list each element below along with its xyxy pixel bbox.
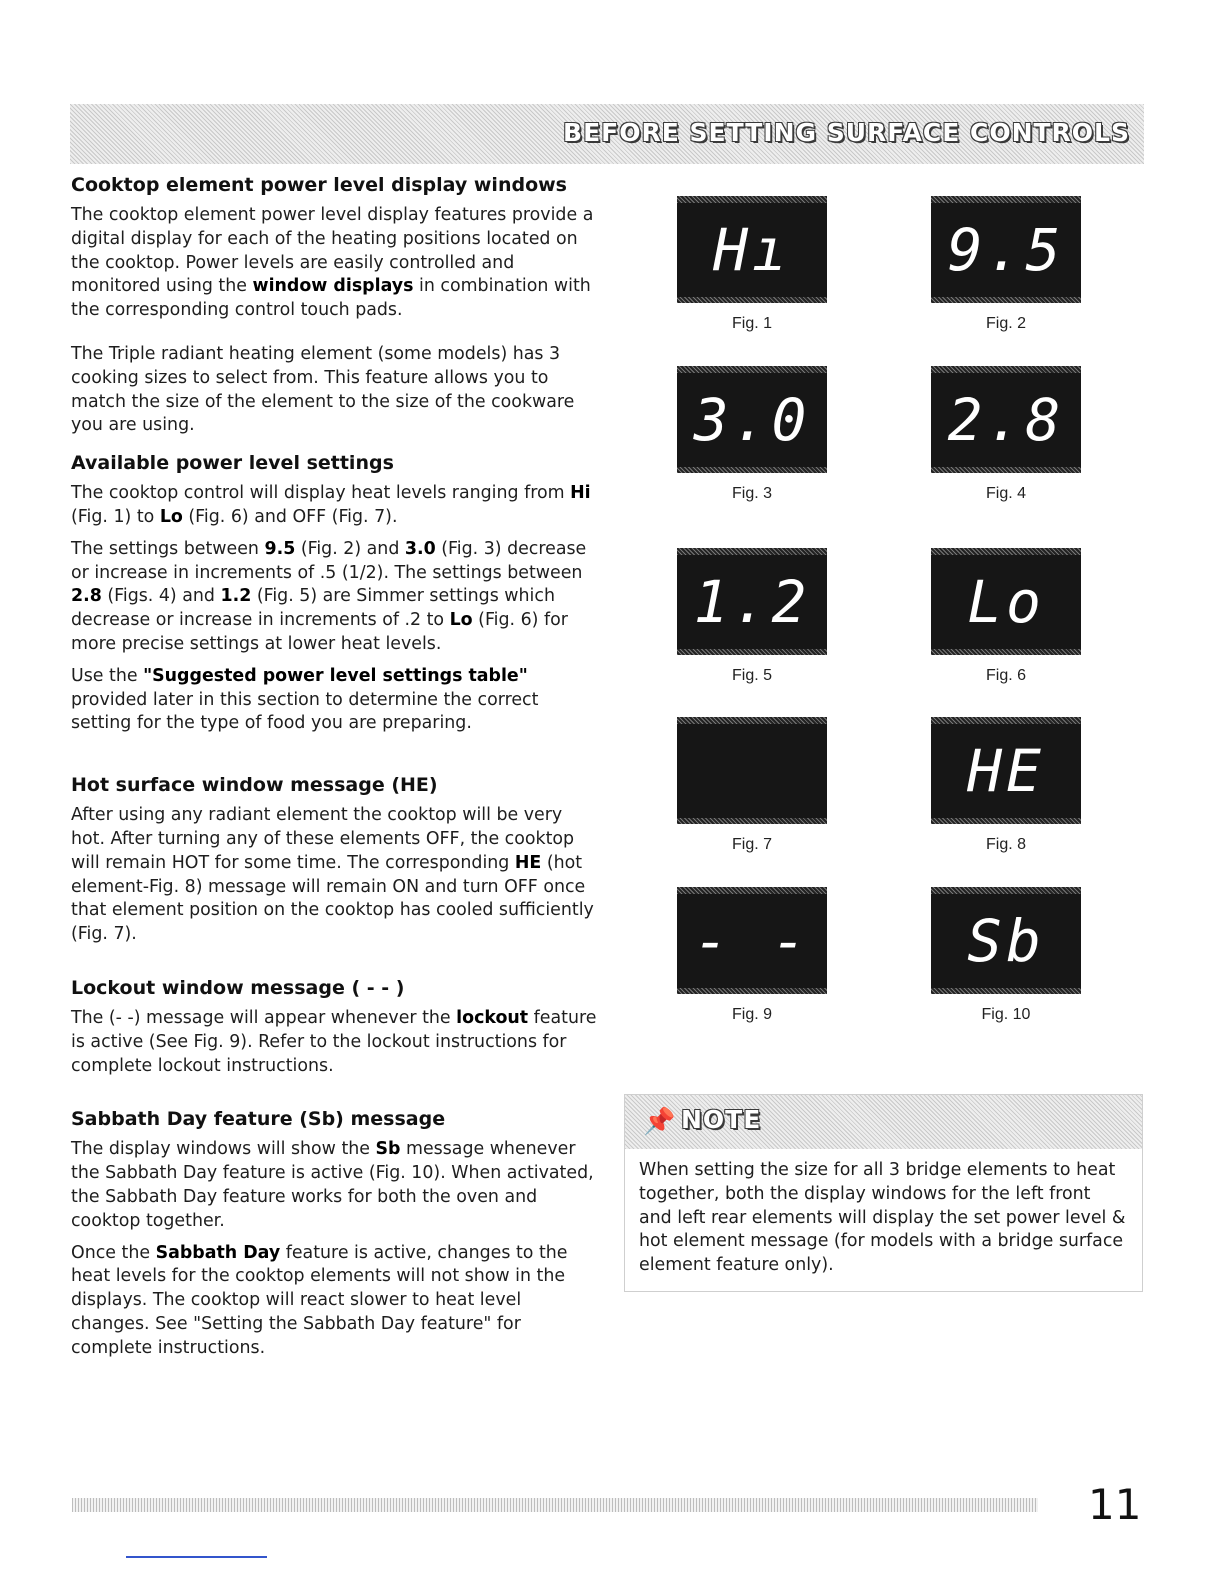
note-box	[624, 1094, 1143, 1292]
display-readout: Sb	[967, 906, 1045, 975]
heading-available-levels: Available power level settings	[71, 452, 394, 475]
display-readout: - -	[693, 906, 811, 975]
paragraph: The cooktop element power level display features provide a digital display for each of the heating positions located on the cooktop. Power levels are easily controlled and monitored using the window displays in combination with the corresponding control touch pads.	[71, 205, 594, 321]
figure-label: Fig. 6	[985, 667, 1026, 684]
figure-label: Fig. 1	[731, 315, 772, 332]
display-readout: 9.5	[947, 215, 1065, 284]
figure-label: Fig. 7	[731, 836, 772, 853]
display-window	[677, 887, 827, 994]
figure-10	[931, 887, 1081, 1024]
display-window	[677, 196, 827, 303]
paragraph: The Triple radiant heating element (some models) has 3 cooking sizes to select from. This feature allows you to match the size of the element to the size of the cookware you are using.	[71, 343, 575, 436]
figure-9	[677, 887, 827, 1024]
paragraph: The (- -) message will appear whenever the lockout feature is active (See Fig. 9). Refer to the lockout instructions for complete lockout instructions.	[71, 1007, 597, 1076]
figure-label: Fig. 9	[731, 1006, 772, 1023]
display-readout: 2.8	[947, 385, 1065, 454]
paragraph: The cooktop control will display heat levels ranging from Hi (Fig. 1) to Lo (Fig. 6) and OFF (Fig. 7).	[71, 483, 591, 527]
footer-bar	[72, 1498, 1038, 1512]
figure-8	[931, 717, 1081, 854]
display-window	[931, 717, 1081, 824]
figure-label: Fig. 4	[985, 485, 1026, 502]
display-window	[677, 717, 827, 824]
paragraph: Once the Sabbath Day feature is active, changes to the heat levels for the cooktop elements will not show in the displays. The cooktop will react slower to heat level changes. See "Setting the Sabbath Day feature" for complete instructions.	[71, 1242, 568, 1358]
display-window	[677, 548, 827, 655]
note-header	[625, 1095, 1142, 1149]
heading-lockout: Lockout window message ( - - )	[71, 976, 405, 999]
display-readout: 3.0	[693, 385, 811, 454]
display-window	[931, 548, 1081, 655]
heading-hot-surface: Hot surface window message (HE)	[71, 774, 438, 797]
note-body: When setting the size for all 3 bridge elements to heat together, both the display windows for the left front and left rear elements will display the set power level & hot element message (for models with a bridge surface element feature only).	[639, 1160, 1126, 1276]
figure-4	[931, 366, 1081, 503]
display-window	[931, 196, 1081, 303]
display-readout: 1.2	[693, 567, 811, 636]
display-window	[931, 887, 1081, 994]
figure-label: Fig. 3	[731, 485, 772, 502]
figure-5	[677, 548, 827, 685]
display-readout: Hı	[713, 215, 791, 284]
figure-label: Fig. 5	[731, 667, 772, 684]
divider	[126, 1556, 267, 1558]
heading-sabbath: Sabbath Day feature (Sb) message	[71, 1108, 446, 1131]
page-number: 11	[1088, 1480, 1142, 1529]
figure-3	[677, 366, 827, 503]
note-title: NOTE	[681, 1105, 762, 1134]
paragraph: After using any radiant element the cooktop will be very hot. After turning any of these elements OFF, the cooktop will remain HOT for some time. The corresponding HE (hot element-Fig. 8) message will remain ON and turn OFF once that element position on the cooktop has cooled sufficiently (Fig. 7).	[71, 805, 594, 945]
paragraph: The display windows will show the Sb message whenever the Sabbath Day feature is active (Fig. 10). When activated, the Sabbath Day feature works for both the oven and cooktop together.	[71, 1139, 594, 1231]
display-window	[931, 366, 1081, 473]
text-column	[71, 174, 601, 1368]
figure-1	[677, 196, 827, 333]
display-readout: HE	[967, 736, 1045, 805]
pushpin-icon: 📌	[643, 1107, 676, 1137]
figure-7	[677, 717, 827, 854]
section-title: BEFORE SETTING SURFACE CONTROLS	[563, 118, 1130, 147]
heading-display-windows: Cooktop element power level display windows	[71, 174, 567, 196]
display-window	[677, 366, 827, 473]
paragraph: Use the "Suggested power level settings table" provided later in this section to determine the correct setting for the type of food you are preparing.	[71, 665, 539, 734]
display-readout: Lo	[967, 567, 1045, 636]
figure-2	[931, 196, 1081, 333]
section-banner	[70, 104, 1144, 164]
figure-label: Fig. 8	[985, 836, 1026, 853]
paragraph: The settings between 9.5 (Fig. 2) and 3.0 (Fig. 3) decrease or increase in increments of .5 (1/2). The settings between 2.8 (Figs. 4) and 1.2 (Fig. 5) are Simmer settings which decrease or increase in increments of .2 to Lo (Fig. 6) for more precise settings at lower heat levels.	[71, 538, 587, 654]
figure-label: Fig. 2	[985, 315, 1026, 332]
figure-6	[931, 548, 1081, 685]
figure-label: Fig. 10	[981, 1006, 1031, 1023]
